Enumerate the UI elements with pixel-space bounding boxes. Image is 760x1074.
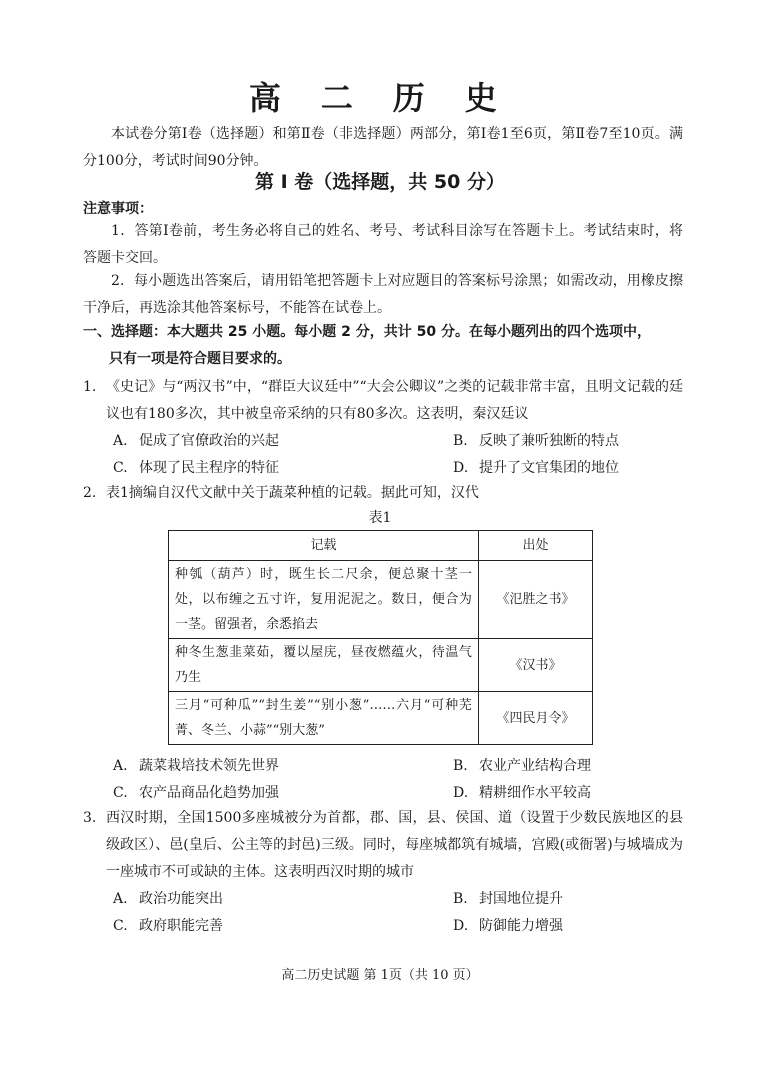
option-text: 反映了兼听独断的特点 xyxy=(479,433,619,449)
option-text: 封国地位提升 xyxy=(479,891,563,907)
option-letter: A. xyxy=(113,758,128,774)
question-1 xyxy=(83,374,683,482)
table-row xyxy=(169,561,593,639)
table-caption: 表1 xyxy=(368,510,392,526)
option-text: 农产品商品化趋势加强 xyxy=(139,785,279,801)
table-header-row xyxy=(169,531,593,561)
page-title: 高 二 历 史 xyxy=(248,79,512,117)
option-letter: A. xyxy=(113,433,128,449)
question-number: 1. xyxy=(83,379,97,395)
notes-heading: 注意事项： xyxy=(83,201,153,217)
part-heading-line-2: 只有一项是符合题目要求的。 xyxy=(109,351,291,367)
part-heading xyxy=(83,319,683,373)
option-text: 农业产业结构合理 xyxy=(479,758,591,774)
question-text: 表1摘编自汉代文献中关于蔬菜种植的记载。据此可知，汉代 xyxy=(106,485,479,501)
option-c[interactable] xyxy=(113,780,279,807)
question-text: 《史记》与“两汉书”中，“群臣大议廷中”“大会公卿议”之类的记载非常丰富，且明文记载的廷议也有180多次，其中被皇帝采纳的只有80多次。这表明，秦汉廷议 xyxy=(106,379,683,422)
option-letter: B. xyxy=(453,433,468,449)
option-letter: C. xyxy=(113,460,128,476)
option-c[interactable] xyxy=(113,455,279,482)
page-footer: 高二历史试题 第 1页（共 10 页） xyxy=(281,968,479,983)
option-a[interactable] xyxy=(113,753,279,780)
table-cell-source: 《氾胜之书》 xyxy=(478,561,592,639)
option-b[interactable] xyxy=(453,886,563,913)
question-stem xyxy=(83,374,683,428)
option-text: 精耕细作水平较高 xyxy=(479,785,591,801)
option-text: 防御能力增强 xyxy=(479,918,563,934)
section-title: 第 Ⅰ 卷（选择题，共 50 分） xyxy=(255,171,505,193)
table-row xyxy=(169,692,593,745)
option-a[interactable] xyxy=(113,886,223,913)
question-stem xyxy=(83,480,683,507)
note-item-2: 2．每小题选出答案后，请用铅笔把答题卡上对应题目的答案标号涂黑；如需改动，用橡皮擦干净后，再选涂其他答案标号，不能答在试卷上。 xyxy=(83,273,683,316)
question-2 xyxy=(83,480,683,507)
question-2-options xyxy=(83,753,683,807)
option-c[interactable] xyxy=(113,913,223,940)
option-letter: D. xyxy=(453,460,469,476)
records-table xyxy=(168,530,593,745)
table-cell-record: 种瓠（葫芦）时，既生长二尺余，便总聚十茎一处，以布缠之五寸许，复用泥泥之。数日，便合为一茎。留强者，余悉掐去 xyxy=(169,561,479,639)
option-text: 蔬菜栽培技术领先世界 xyxy=(139,758,279,774)
option-text: 政府职能完善 xyxy=(139,918,223,934)
option-a[interactable] xyxy=(113,428,279,455)
question-3 xyxy=(83,805,683,940)
table-cell-record: 种冬生葱韭菜茹，覆以屋庑，昼夜燃蕴火，待温气乃生 xyxy=(169,639,479,692)
note-item-1: 1．答第Ⅰ卷前，考生务必将自己的姓名、考号、考试科目涂写在答题卡上。考试结束时，将答题卡交回。 xyxy=(83,223,683,266)
option-text: 体现了民主程序的特征 xyxy=(139,460,279,476)
option-d[interactable] xyxy=(453,780,591,807)
option-letter: C. xyxy=(113,918,128,934)
option-text: 促成了官僚政治的兴起 xyxy=(139,433,279,449)
part-heading-line-1: 一、选择题：本大题共 25 小题。每小题 2 分，共计 50 分。在每小题列出的四个选项中， xyxy=(83,324,651,340)
question-number: 3. xyxy=(83,810,97,826)
option-letter: D. xyxy=(453,918,469,934)
option-b[interactable] xyxy=(453,753,591,780)
table-header-record: 记载 xyxy=(169,531,479,561)
options xyxy=(83,428,683,482)
option-d[interactable] xyxy=(453,455,619,482)
table-cell-source: 《汉书》 xyxy=(478,639,592,692)
option-letter: D. xyxy=(453,785,469,801)
option-letter: B. xyxy=(453,891,468,907)
question-stem xyxy=(83,805,683,886)
table-row xyxy=(169,639,593,692)
option-d[interactable] xyxy=(453,913,563,940)
option-text: 政治功能突出 xyxy=(139,891,223,907)
question-text: 西汉时期，全国1500多座城被分为首都，郡、国，县、侯国、道（设置于少数民族地区的县级政区）、邑(皇后、公主等的封邑)三级。同时，每座城都筑有城墙，宫殿(或衙署)与城墙成为一座城市不可或缺的主体。这表明西汉时期的城市 xyxy=(106,810,683,880)
option-b[interactable] xyxy=(453,428,619,455)
table-header-source: 出处 xyxy=(478,531,592,561)
options xyxy=(83,753,683,807)
option-letter: C. xyxy=(113,785,128,801)
options xyxy=(83,886,683,940)
question-number: 2. xyxy=(83,485,97,501)
table-cell-record: 三月“可种瓜”“封生姜”“别小葱”……六月“可种芜菁、冬兰、小蒜”“别大葱” xyxy=(169,692,479,745)
table-cell-source: 《四民月令》 xyxy=(478,692,592,745)
exam-intro: 本试卷分第Ⅰ卷（选择题）和第Ⅱ卷（非选择题）两部分，第Ⅰ卷1至6页，第Ⅱ卷7至10页。满分100分，考试时间90分钟。 xyxy=(83,126,683,169)
option-text: 提升了文官集团的地位 xyxy=(479,460,619,476)
option-letter: A. xyxy=(113,891,128,907)
option-letter: B. xyxy=(453,758,468,774)
